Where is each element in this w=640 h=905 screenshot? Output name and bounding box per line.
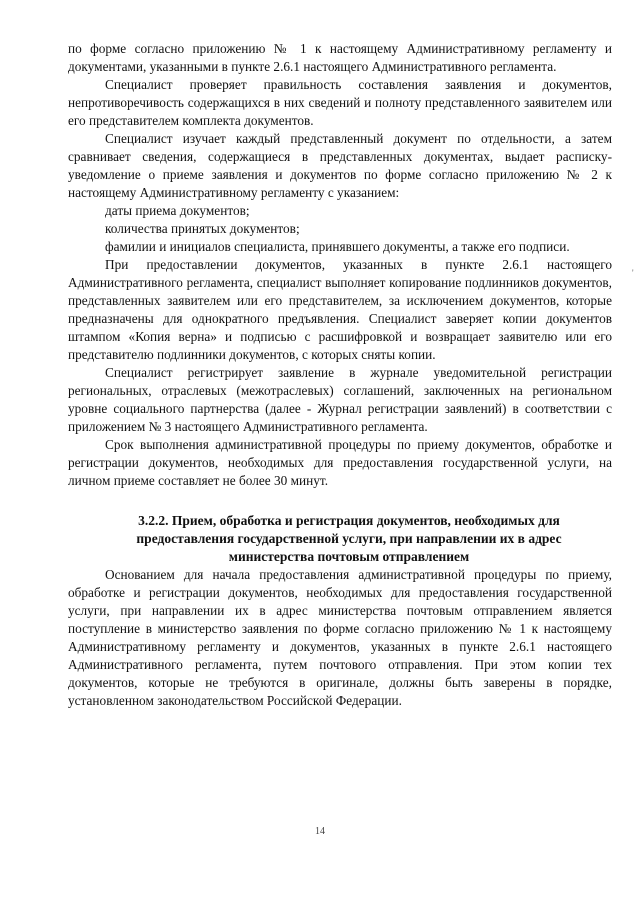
paragraph: даты приема документов;: [105, 203, 250, 218]
paragraph: При предоставлении документов, указанных в пункте 2.6.1 настоящего Административного регламента, специалист выполняет копирование подлинников документов, представленных заявителем или его представителем, за исключением документов, которые предназначены для однократного предъявления. Специалист заверяет копии документов штампом «Копия верна» и подписью с расшифровкой и возвращает заявителю или его представителю подлинники документов, с которых сняты копии.: [68, 257, 612, 362]
paragraph-list-after-heading: [68, 566, 612, 710]
paragraph: Основанием для начала предоставления административной процедуры по приему, обработке и регистрации документов, необходимых для предоставления государственной услуги, при направлении их в адрес министерства почтовым отправлением является поступление в министерство заявления по форме согласно приложению № 1 к настоящему Административному регламенту и документов, указанных в пункте 2.6.1 настоящего Административного регламента, путем почтового отправления. При этом копии тех документов, которые не требуются в оригинале, должны быть заверены в порядке, установленном законодательством Российской Федерации.: [68, 567, 612, 708]
page-number: 14: [315, 826, 325, 837]
document-page: [68, 40, 612, 710]
paragraph: Специалист регистрирует заявление в журнале уведомительной регистрации региональных, отраслевых (межотраслевых) соглашений, заключенных на региональном уровне социального партнерства (далее - Журнал регистрации заявлений) в соответствии с приложением № 3 настоящего Административного регламента.: [68, 365, 612, 434]
paragraph: Специалист проверяет правильность составления заявления и документов, непротиворечивость содержащихся в них сведений и полноту представленного заявителем или его представителем комплекта документов.: [68, 77, 612, 128]
paragraph: количества принятых документов;: [105, 221, 300, 236]
margin-mark: ': [632, 268, 634, 278]
paragraph: по форме согласно приложению № 1 к настоящему Административному регламенту и документами, указанными в пункте 2.6.1 настоящего Административного регламента.: [68, 41, 612, 74]
paragraph: Срок выполнения административной процедуры по приему документов, обработке и регистрации документов, необходимых для предоставления государственной услуги, на личном приеме составляет не более 30 минут.: [68, 437, 612, 488]
section-heading: 3.2.2. Прием, обработка и регистрация документов, необходимых для предоставления государственной услуги, при направлении их в адрес министерства почтовым отправлением: [136, 513, 562, 564]
paragraph-list: [68, 40, 612, 490]
paragraph: Специалист изучает каждый представленный документ по отдельности, а затем сравнивает сведения, содержащиеся в представленных документах, выдает расписку-уведомление о приеме заявления и документов по форме согласно приложению № 2 к настоящему Административному регламенту с указанием:: [68, 131, 612, 200]
paragraph: фамилии и инициалов специалиста, принявшего документы, а также его подписи.: [105, 239, 570, 254]
